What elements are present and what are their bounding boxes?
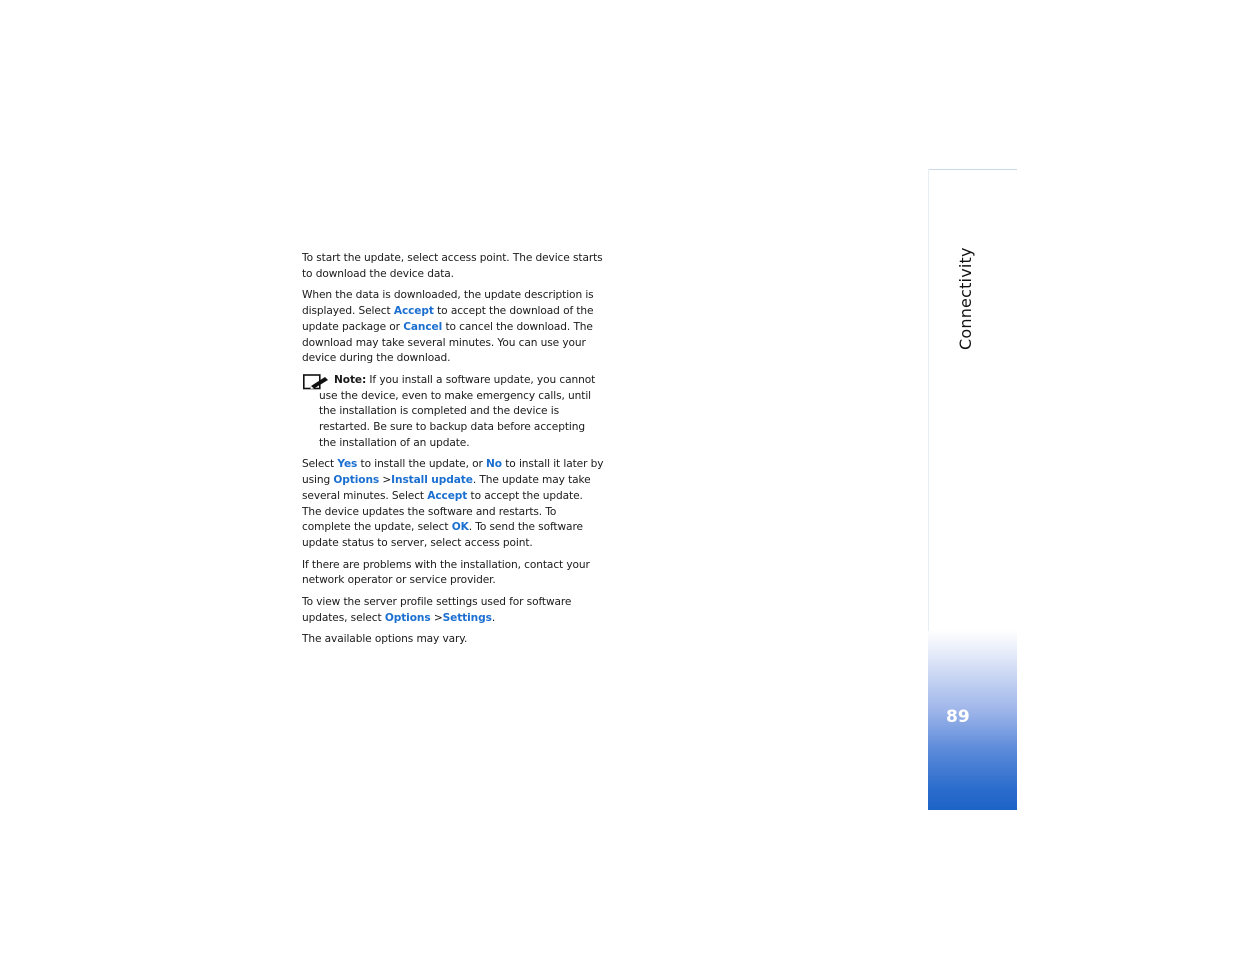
keyword-install-update: Install update (391, 474, 473, 487)
text: > (430, 611, 443, 624)
text: to install it later by using (302, 458, 604, 487)
text: to cancel the download. The download may take several minutes. You can use your device during the download. (302, 320, 593, 365)
section-title: Connectivity (956, 247, 975, 350)
keyword-yes: Yes (337, 458, 358, 471)
paragraph-options-vary: The available options may vary. (302, 633, 468, 646)
note-block (302, 373, 604, 452)
keyword-accept: Accept (427, 489, 468, 502)
keyword-settings: Settings (442, 611, 492, 624)
page-number: 89 (946, 707, 970, 727)
note-text: If you install a software update, you cannot use the device, even to make emergency calls, until the installation is completed and the device is restarted. Be sure to backup data before accepting the installation of an update. (319, 373, 596, 449)
paragraph-download (302, 288, 604, 367)
keyword-no: No (486, 458, 502, 471)
text: to accept the download of the update package or (302, 305, 594, 333)
text: To view the server profile settings used for software updates, select (302, 596, 572, 624)
text: Select (302, 458, 338, 471)
main-content (302, 251, 604, 654)
paragraph-start-update: To start the update, select access point. The device starts to download the device data. (302, 252, 603, 280)
text: . To send the software update status to server, select access point. (302, 521, 583, 549)
note-label: Note: (334, 373, 367, 386)
paragraph-problems: If there are problems with the installation, contact your network operator or service provider. (302, 558, 590, 587)
keyword-options: Options (384, 611, 431, 624)
keyword-options: Options (333, 474, 380, 487)
paragraph-install (302, 457, 604, 551)
text: . The update may take several minutes. Select (302, 474, 591, 502)
keyword-accept: Accept (393, 305, 434, 318)
paragraph-settings (302, 595, 604, 626)
note-pencil-icon (303, 374, 329, 390)
text: to install the update, or (357, 458, 487, 471)
text: > (379, 474, 392, 487)
text: to accept the update. The device updates the software and restarts. To complete the update, select (302, 489, 583, 534)
keyword-ok: OK (451, 521, 469, 534)
side-tab-border (928, 169, 929, 631)
text: . (491, 611, 496, 624)
keyword-cancel: Cancel (403, 320, 443, 333)
text: When the data is downloaded, the update description is displayed. Select (302, 289, 594, 318)
